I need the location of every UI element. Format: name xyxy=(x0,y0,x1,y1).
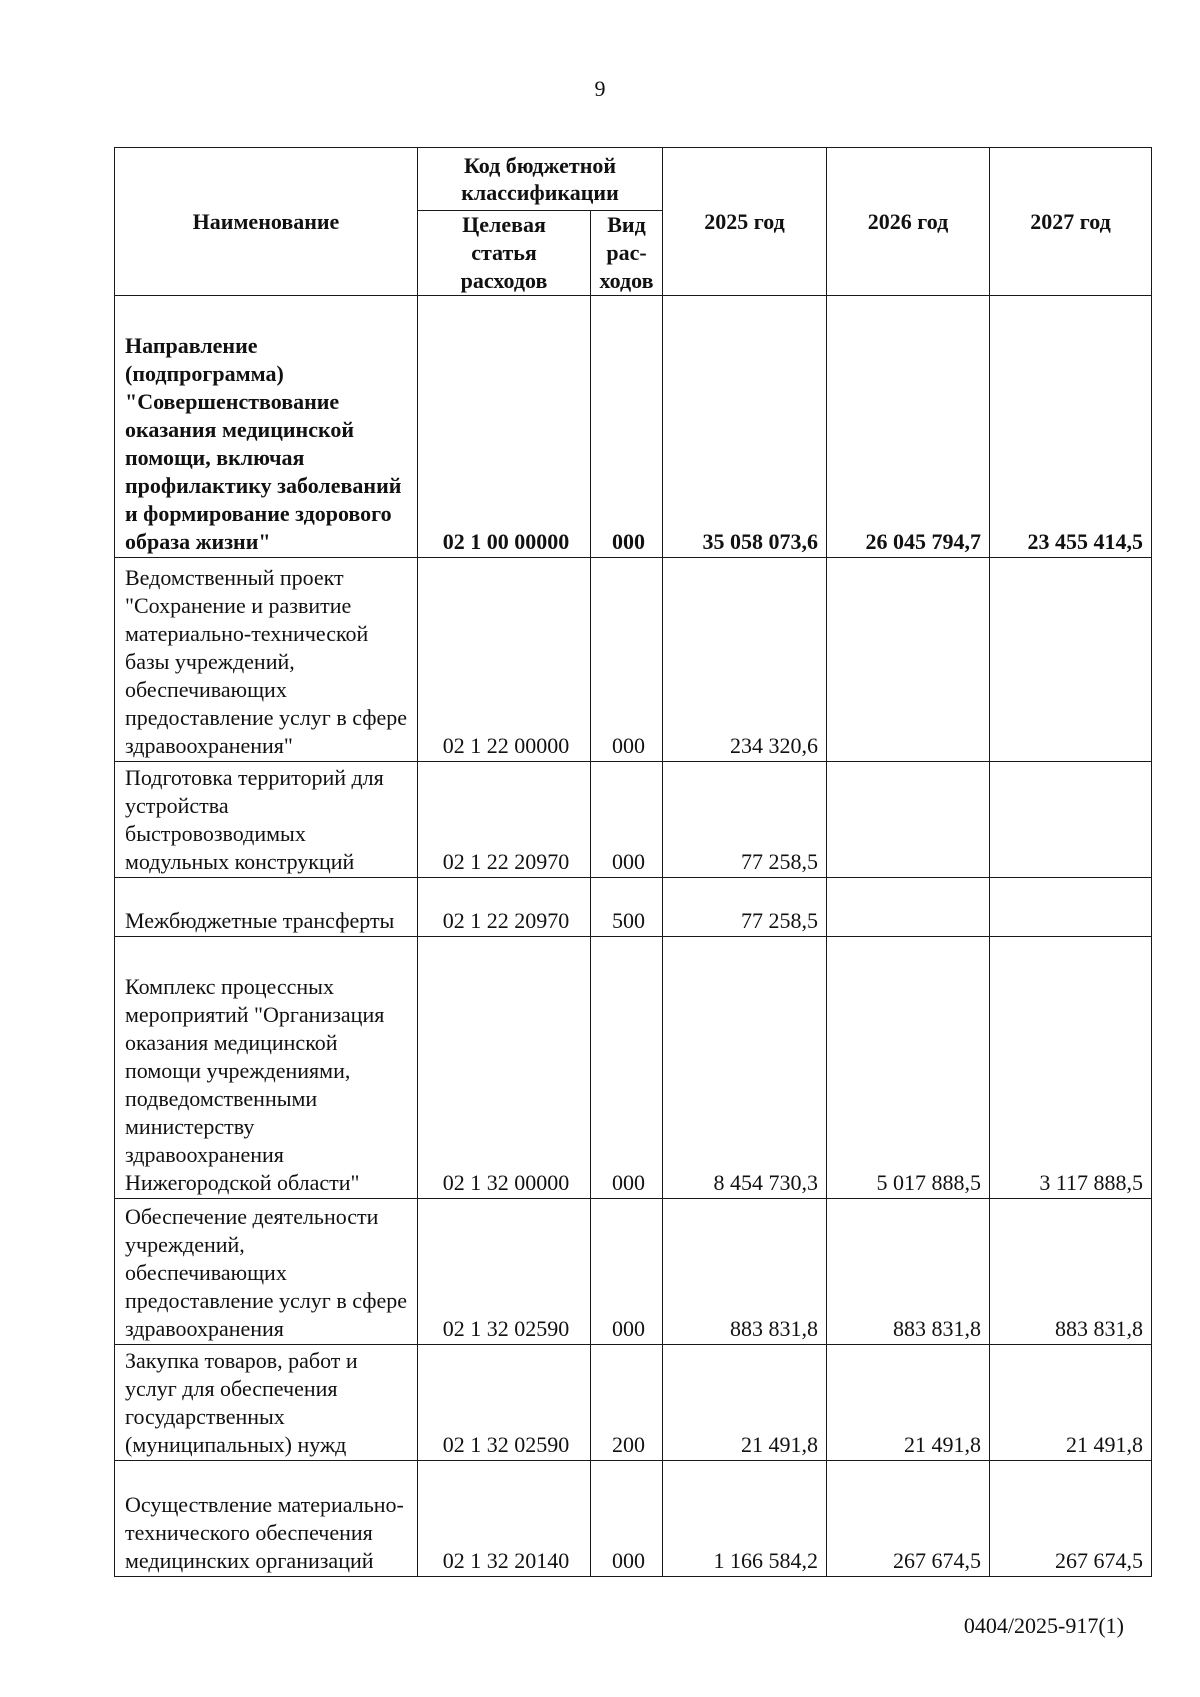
row-expense-type: 000 xyxy=(591,762,663,878)
row-target-code: 02 1 32 20140 xyxy=(418,1461,591,1577)
row-value-2027: 267 674,5 xyxy=(990,1461,1152,1577)
row-name: Обеспечение деятельности учреждений, обеспечивающих предоставление услуг в сфере здравоохранения xyxy=(115,1199,418,1345)
row-value-2025: 883 831,8 xyxy=(663,1199,827,1345)
row-value-2026 xyxy=(827,878,990,937)
row-expense-type: 200 xyxy=(591,1345,663,1461)
page-number: 9 xyxy=(594,76,606,101)
row-name: Комплекс процессных мероприятий "Организация оказания медицинской помощи учреждениями, подведомственными министерству здравоохранения Нижегородской области" xyxy=(115,937,418,1199)
row-target-code: 02 1 32 02590 xyxy=(418,1345,591,1461)
table-row xyxy=(115,296,1152,558)
budget-table xyxy=(114,147,1152,1577)
header-2027: 2027 год xyxy=(990,148,1152,296)
row-value-2026: 26 045 794,7 xyxy=(827,296,990,558)
row-value-2026: 267 674,5 xyxy=(827,1461,990,1577)
row-value-2027: 3 117 888,5 xyxy=(990,937,1152,1199)
row-name: Закупка товаров, работ и услуг для обеспечения государственных (муниципальных) нужд xyxy=(115,1345,418,1461)
table-row xyxy=(115,558,1152,762)
header-code-group: Код бюджетной классификации xyxy=(418,148,663,211)
row-value-2027: 23 455 414,5 xyxy=(990,296,1152,558)
row-expense-type: 000 xyxy=(591,937,663,1199)
row-target-code: 02 1 22 20970 xyxy=(418,878,591,937)
row-expense-type: 000 xyxy=(591,296,663,558)
table-row xyxy=(115,762,1152,878)
table-row xyxy=(115,1199,1152,1345)
header-target-article: Целевая статья расходов xyxy=(418,211,591,296)
row-expense-type: 000 xyxy=(591,558,663,762)
document-code: 0404/2025-917(1) xyxy=(963,1613,1124,1638)
table-row xyxy=(115,1461,1152,1577)
header-2025: 2025 год xyxy=(663,148,827,296)
row-value-2025: 77 258,5 xyxy=(663,878,827,937)
row-target-code: 02 1 22 00000 xyxy=(418,558,591,762)
row-value-2026: 5 017 888,5 xyxy=(827,937,990,1199)
row-expense-type: 500 xyxy=(591,878,663,937)
row-target-code: 02 1 22 20970 xyxy=(418,762,591,878)
row-value-2027 xyxy=(990,878,1152,937)
table-row xyxy=(115,878,1152,937)
row-name: Межбюджетные трансферты xyxy=(115,878,418,937)
row-name: Ведомственный проект "Сохранение и развитие материально-технической базы учреждений, обеспечивающих предоставление услуг в сфере здравоохранения" xyxy=(115,558,418,762)
row-value-2025: 1 166 584,2 xyxy=(663,1461,827,1577)
table-row xyxy=(115,1345,1152,1461)
row-name: Подготовка территорий для устройства быстровозводимых модульных конструкций xyxy=(115,762,418,878)
row-target-code: 02 1 32 00000 xyxy=(418,937,591,1199)
row-value-2026: 883 831,8 xyxy=(827,1199,990,1345)
header-expense-type: Вид рас-ходов xyxy=(591,211,663,296)
row-value-2025: 21 491,8 xyxy=(663,1345,827,1461)
table-row xyxy=(115,937,1152,1199)
row-value-2025: 77 258,5 xyxy=(663,762,827,878)
row-value-2027 xyxy=(990,558,1152,762)
header-2026: 2026 год xyxy=(827,148,990,296)
row-value-2025: 234 320,6 xyxy=(663,558,827,762)
header-name: Наименование xyxy=(115,148,418,296)
row-value-2027 xyxy=(990,762,1152,878)
row-name: Направление (подпрограмма) "Совершенствование оказания медицинской помощи, включая профилактику заболеваний и формирование здорового образа жизни" xyxy=(115,296,418,558)
row-value-2026 xyxy=(827,762,990,878)
row-expense-type: 000 xyxy=(591,1461,663,1577)
row-name: Осуществление материально-технического обеспечения медицинских организаций xyxy=(115,1461,418,1577)
row-value-2025: 35 058 073,6 xyxy=(663,296,827,558)
row-value-2026 xyxy=(827,558,990,762)
row-value-2027: 883 831,8 xyxy=(990,1199,1152,1345)
row-expense-type: 000 xyxy=(591,1199,663,1345)
row-value-2026: 21 491,8 xyxy=(827,1345,990,1461)
row-target-code: 02 1 00 00000 xyxy=(418,296,591,558)
row-value-2027: 21 491,8 xyxy=(990,1345,1152,1461)
row-value-2025: 8 454 730,3 xyxy=(663,937,827,1199)
row-target-code: 02 1 32 02590 xyxy=(418,1199,591,1345)
